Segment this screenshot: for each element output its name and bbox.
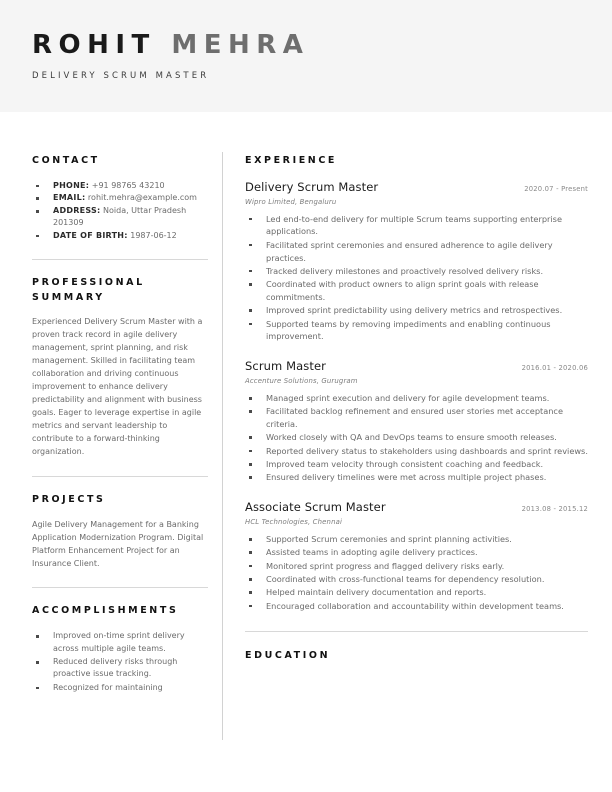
left-column xyxy=(32,112,222,792)
experience-job-title: Scrum Master xyxy=(245,359,326,374)
section-projects xyxy=(32,493,208,571)
projects-text: Agile Delivery Management for a Banking Application Modernization Program. Digital Platform Enhancement Project for an Insurance Client. xyxy=(32,519,204,568)
section-accomplishments xyxy=(32,604,208,694)
accomplishments-list xyxy=(32,630,208,694)
experience-bullet-list xyxy=(245,392,588,484)
experience-bullet: Led end-to-end delivery for multiple Scrum teams supporting enterprise applications. xyxy=(245,213,588,239)
experience-entry xyxy=(245,500,588,612)
divider xyxy=(32,476,208,477)
experience-bullet: Ensured delivery timelines were met across multiple project phases. xyxy=(245,471,588,484)
education-heading: EDUCATION xyxy=(245,650,331,662)
experience-bullet: Assisted teams in adopting agile delivery practices. xyxy=(245,546,588,559)
candidate-name xyxy=(32,31,580,60)
contact-heading: CONTACT xyxy=(32,155,100,166)
candidate-job-title: DELIVERY SCRUM MASTER xyxy=(32,70,210,81)
experience-company: Accenture Solutions, Gurugram xyxy=(245,377,358,386)
experience-bullet: Coordinated with product owners to align sprint goals with release commitments. xyxy=(245,278,588,304)
experience-entry xyxy=(245,180,588,343)
experience-job-title: Associate Scrum Master xyxy=(245,500,386,515)
contact-item xyxy=(32,205,208,229)
divider xyxy=(32,259,208,260)
divider xyxy=(32,587,208,588)
experience-job-dates: 2016.01 - 2020.06 xyxy=(521,364,588,373)
experience-bullet: Encouraged collaboration and accountability within development teams. xyxy=(245,600,588,613)
experience-bullet: Facilitated backlog refinement and ensured user stories met acceptance criteria. xyxy=(245,405,588,431)
contact-item xyxy=(32,192,208,204)
accomplishment-item: Reduced delivery risks through proactive issue tracking. xyxy=(32,656,208,681)
resume-body xyxy=(0,112,612,792)
section-experience xyxy=(245,154,588,612)
experience-bullet: Worked closely with QA and DevOps teams to ensure smooth releases. xyxy=(245,431,588,444)
experience-bullet: Improved team velocity through consistent coaching and feedback. xyxy=(245,458,588,471)
contact-item-value: rohit.mehra@example.com xyxy=(85,193,197,203)
right-column xyxy=(223,112,588,792)
contact-item-value: 1987-06-12 xyxy=(127,230,177,240)
experience-entry-header xyxy=(245,500,588,515)
experience-entry-header xyxy=(245,180,588,195)
last-name: MEHRA xyxy=(171,30,310,61)
experience-entry-header xyxy=(245,359,588,374)
experience-job-dates: 2020.07 - Present xyxy=(524,184,588,193)
contact-item xyxy=(32,180,208,192)
experience-heading: EXPERIENCE xyxy=(245,155,338,166)
contact-list xyxy=(32,180,208,242)
experience-entry xyxy=(245,359,588,484)
contact-item-value: +91 98765 43210 xyxy=(89,180,165,190)
experience-bullet-list xyxy=(245,213,588,343)
experience-company: HCL Technologies, Chennai xyxy=(245,518,343,527)
first-name: ROHIT xyxy=(32,30,156,61)
contact-item-label: ADDRESS: xyxy=(53,206,101,216)
contact-item-label: PHONE: xyxy=(53,180,90,190)
contact-item-label: EMAIL: xyxy=(53,193,86,203)
section-professional-summary xyxy=(32,276,208,459)
accomplishments-heading: ACCOMPLISHMENTS xyxy=(32,605,179,617)
accomplishment-item: Recognized for maintaining xyxy=(32,682,208,694)
experience-bullet: Supported teams by removing impediments and enabling continuous improvement. xyxy=(245,318,588,344)
summary-heading: PROFESSIONAL SUMMARY xyxy=(32,277,145,303)
summary-text: Experienced Delivery Scrum Master with a proven track record in agile delivery management, sprint planning, and risk management. Skilled in facilitating team collaboration and driving continuous improvement to enhance delivery predictability and alignment with business goals. Eager to leverage expertise in agile metrics and servant leadership to contribute to a forward-thinking organization. xyxy=(32,317,203,456)
resume-header xyxy=(0,0,612,112)
experience-bullet: Tracked delivery milestones and proactively resolved delivery risks. xyxy=(245,265,588,278)
experience-job-dates: 2013.08 - 2015.12 xyxy=(521,505,588,514)
experience-bullet: Facilitated sprint ceremonies and ensured adherence to agile delivery practices. xyxy=(245,239,588,265)
experience-bullet-list xyxy=(245,533,588,612)
projects-heading: PROJECTS xyxy=(32,493,106,505)
contact-item-label: DATE OF BIRTH: xyxy=(53,230,128,240)
experience-bullet: Reported delivery status to stakeholders using dashboards and sprint reviews. xyxy=(245,445,588,458)
experience-list xyxy=(245,180,588,613)
experience-bullet: Supported Scrum ceremonies and sprint planning activities. xyxy=(245,533,588,546)
contact-item-value: Noida, Uttar Pradesh 201309 xyxy=(53,206,187,228)
experience-job-title: Delivery Scrum Master xyxy=(245,179,379,194)
experience-bullet: Monitored sprint progress and flagged delivery risks early. xyxy=(245,560,588,573)
experience-company: Wipro Limited, Bengaluru xyxy=(245,197,337,206)
accomplishment-item: Improved on-time sprint delivery across multiple agile teams. xyxy=(32,630,208,655)
contact-item xyxy=(32,230,208,242)
section-education xyxy=(245,649,588,664)
divider xyxy=(245,631,588,632)
experience-bullet: Coordinated with cross-functional teams for dependency resolution. xyxy=(245,573,588,586)
experience-bullet: Managed sprint execution and delivery for agile development teams. xyxy=(245,392,588,405)
section-contact xyxy=(32,154,208,242)
experience-bullet: Improved sprint predictability using delivery metrics and retrospectives. xyxy=(245,304,588,317)
experience-bullet: Helped maintain delivery documentation and reports. xyxy=(245,586,588,599)
